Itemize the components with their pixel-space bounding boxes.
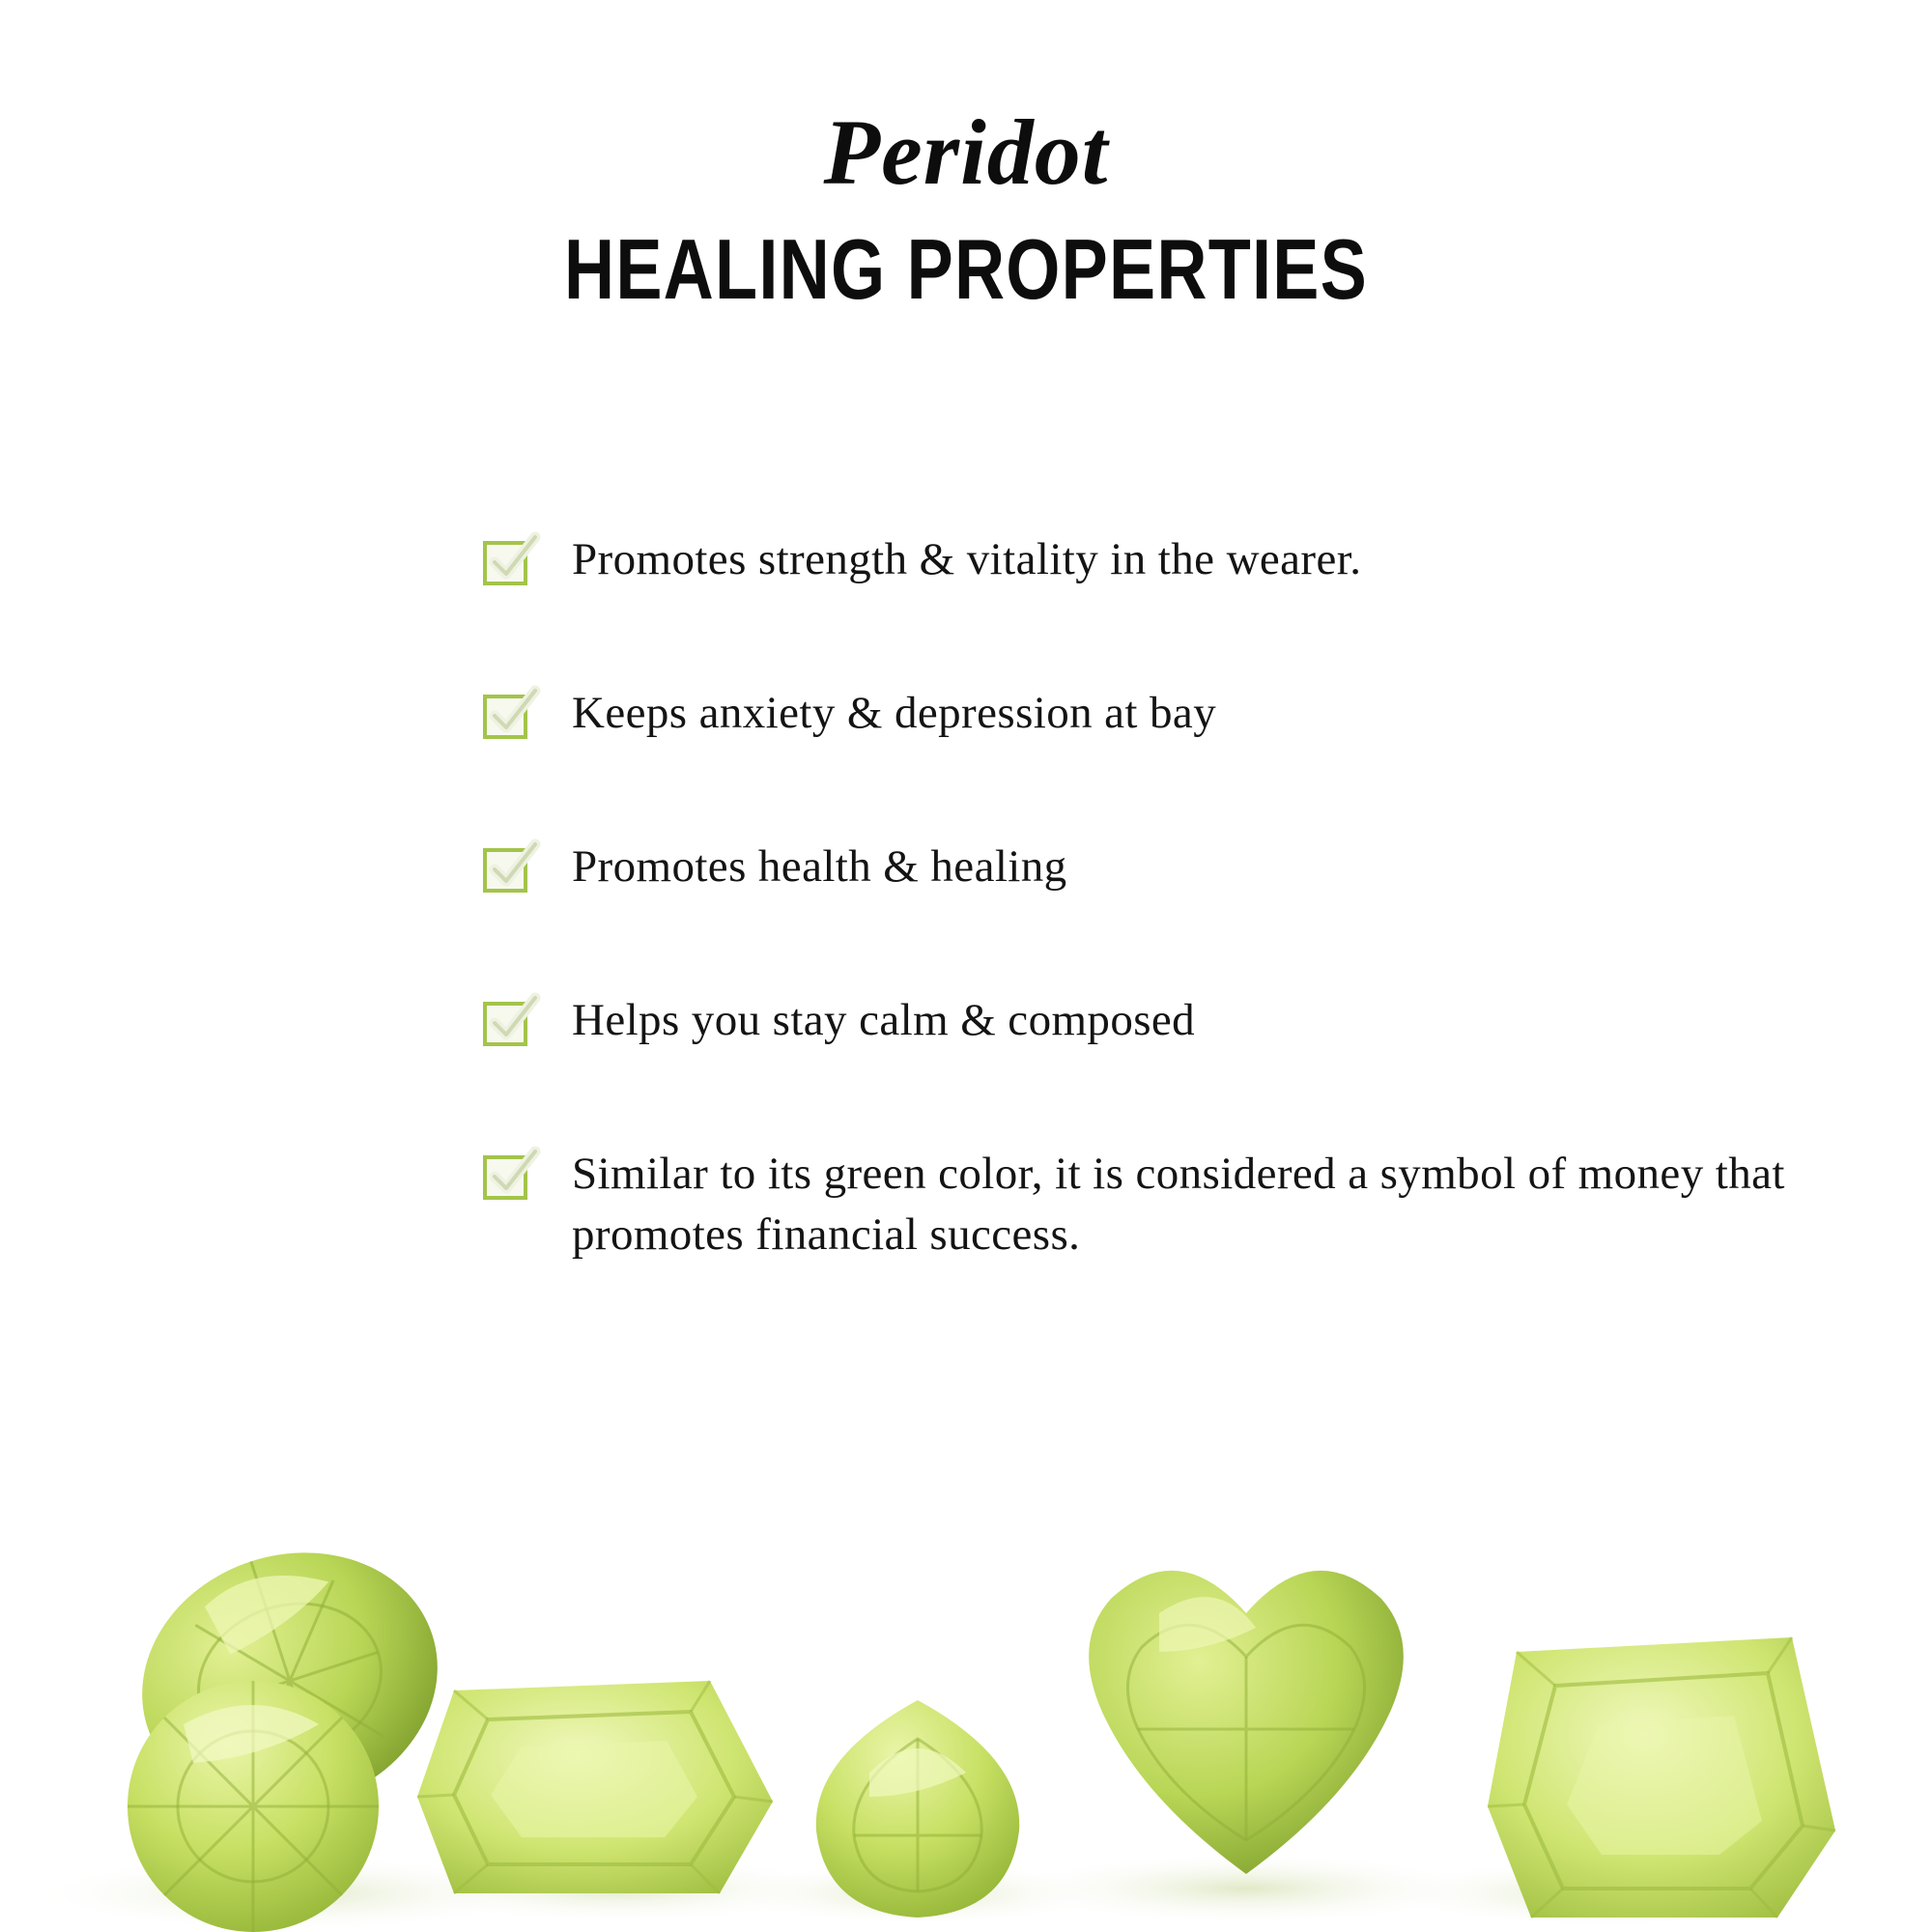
checkbox-checked-icon — [483, 541, 527, 585]
page-title-main: HEALING PROPERTIES — [563, 220, 1369, 317]
page-header — [0, 0, 1932, 317]
list-item-text: Keeps anxiety & depression at bay — [572, 687, 1217, 738]
list-item — [483, 1144, 1797, 1265]
list-item — [483, 990, 1797, 1051]
list-item — [483, 837, 1797, 897]
checkbox-checked-icon — [483, 695, 527, 739]
list-item-text: Similar to its green color, it is considered a symbol of money that promotes financial success. — [572, 1148, 1785, 1260]
checkbox-checked-icon — [483, 848, 527, 893]
gem-round-small — [128, 1681, 379, 1932]
peridot-gemstones-photo — [0, 1391, 1932, 1932]
gem-heart-cut — [1089, 1571, 1404, 1874]
list-item — [483, 683, 1797, 744]
gem-square-cut — [1488, 1637, 1835, 1918]
page-title-script: Peridot — [823, 100, 1109, 204]
list-item-text: Promotes health & healing — [572, 840, 1067, 892]
list-item-text: Helps you stay calm & composed — [572, 994, 1196, 1045]
checkbox-checked-icon — [483, 1155, 527, 1200]
healing-properties-list — [483, 529, 1797, 1265]
list-item — [483, 529, 1797, 590]
gem-emerald-cut — [417, 1681, 773, 1893]
gem-pear-cut — [816, 1700, 1019, 1918]
checkbox-checked-icon — [483, 1002, 527, 1046]
list-item-text: Promotes strength & vitality in the wearer. — [572, 534, 1362, 584]
